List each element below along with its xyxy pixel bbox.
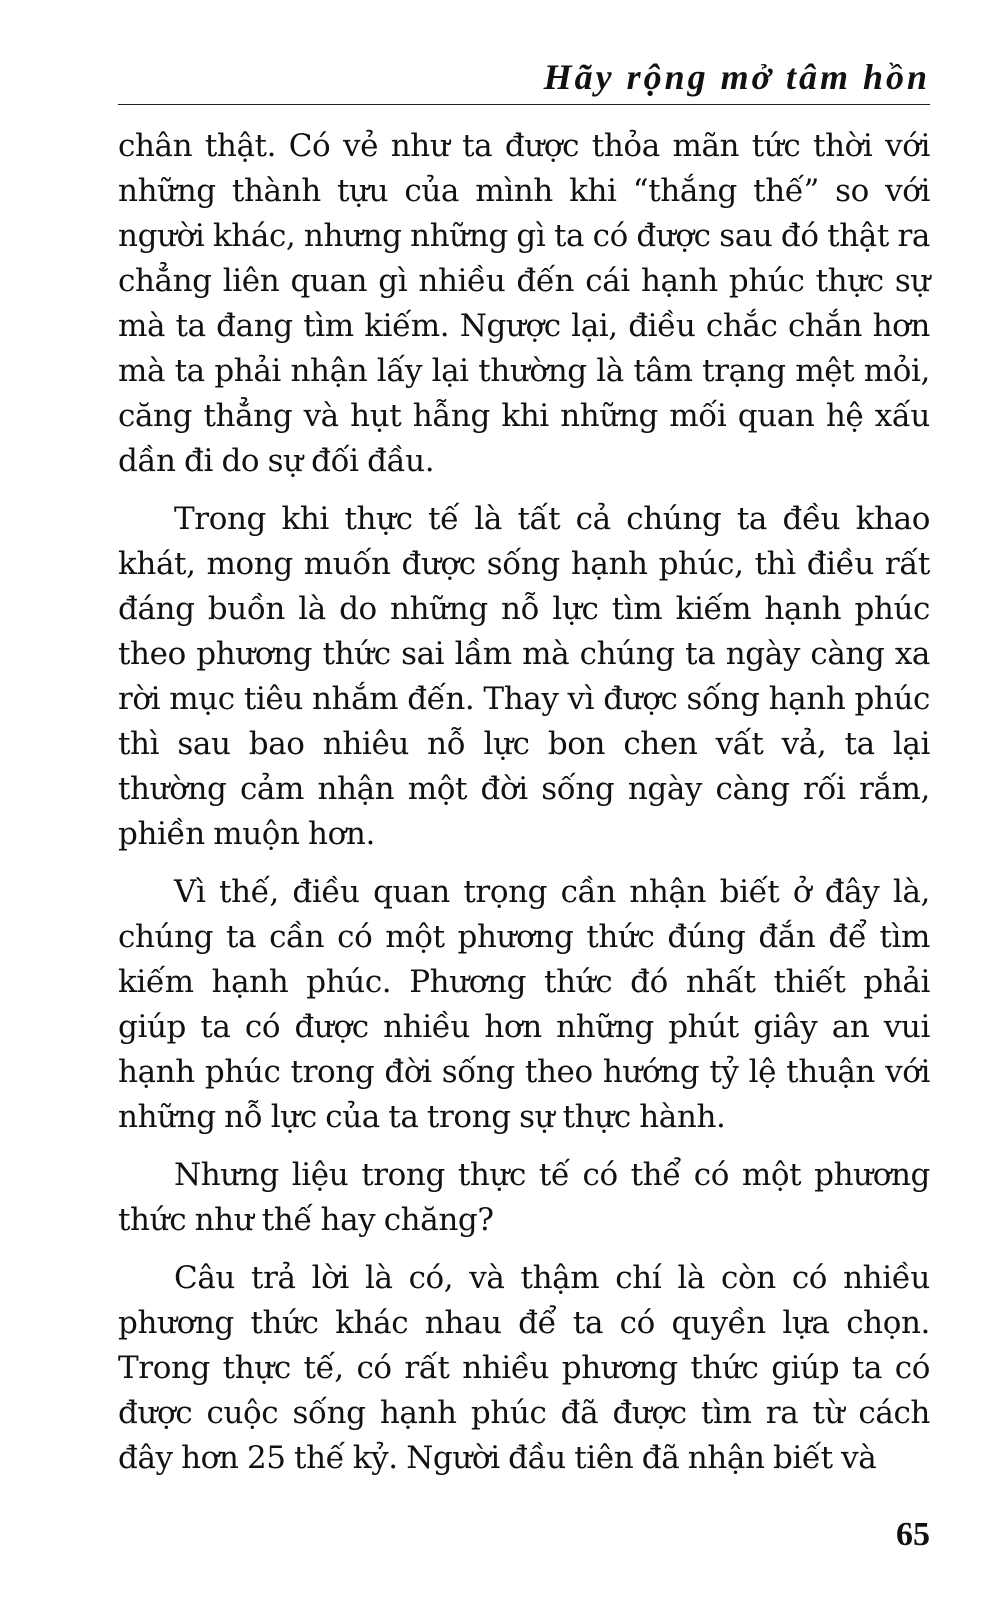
page-number: 65 <box>896 1516 930 1553</box>
running-header-title: Hãy rộng mở tâm hồn <box>543 57 930 97</box>
paragraph-1: chân thật. Có vẻ như ta được thỏa mãn tức thời với những thành tựu của mình khi “thắng thế” so với người khác, nhưng những gì ta có được sau đó thật ra chẳng liên quan gì nhiều đến cái hạnh phúc thực sự mà ta đang tìm kiếm. Ngược lại, điều chắc chắn hơn mà ta phải nhận lấy lại thường là tâm trạng mệt mỏi, căng thẳng và hụt hẫng khi những mối quan hệ xấu dần đi do sự đối đầu. <box>118 128 930 479</box>
running-header <box>118 54 930 105</box>
paragraph-3: Vì thế, điều quan trọng cần nhận biết ở đây là, chúng ta cần có một phương thức đúng đắn để tìm kiếm hạnh phúc. Phương thức đó nhất thiết phải giúp ta có được nhiều hơn những phút giây an vui hạnh phúc trong đời sống theo hướng tỷ lệ thuận với những nỗ lực của ta trong sự thực hành. <box>118 874 930 1135</box>
body-text <box>118 124 930 1494</box>
paragraph-4: Nhưng liệu trong thực tế có thể có một phương thức như thế hay chăng? <box>118 1157 930 1238</box>
paragraph-2: Trong khi thực tế là tất cả chúng ta đều khao khát, mong muốn được sống hạnh phúc, thì điều rất đáng buồn là do những nỗ lực tìm kiếm hạnh phúc theo phương thức sai lầm mà chúng ta ngày càng xa rời mục tiêu nhắm đến. Thay vì được sống hạnh phúc thì sau bao nhiêu nỗ lực bon chen vất vả, ta lại thường cảm nhận một đời sống ngày càng rối rắm, phiền muộn hơn. <box>118 501 930 852</box>
paragraph-5: Câu trả lời là có, và thậm chí là còn có nhiều phương thức khác nhau để ta có quyền lựa chọn. Trong thực tế, có rất nhiều phương thức giúp ta có được cuộc sống hạnh phúc đã được tìm ra từ cách đây hơn 25 thế kỷ. Người đầu tiên đã nhận biết và <box>118 1260 930 1476</box>
book-page <box>118 0 930 1600</box>
